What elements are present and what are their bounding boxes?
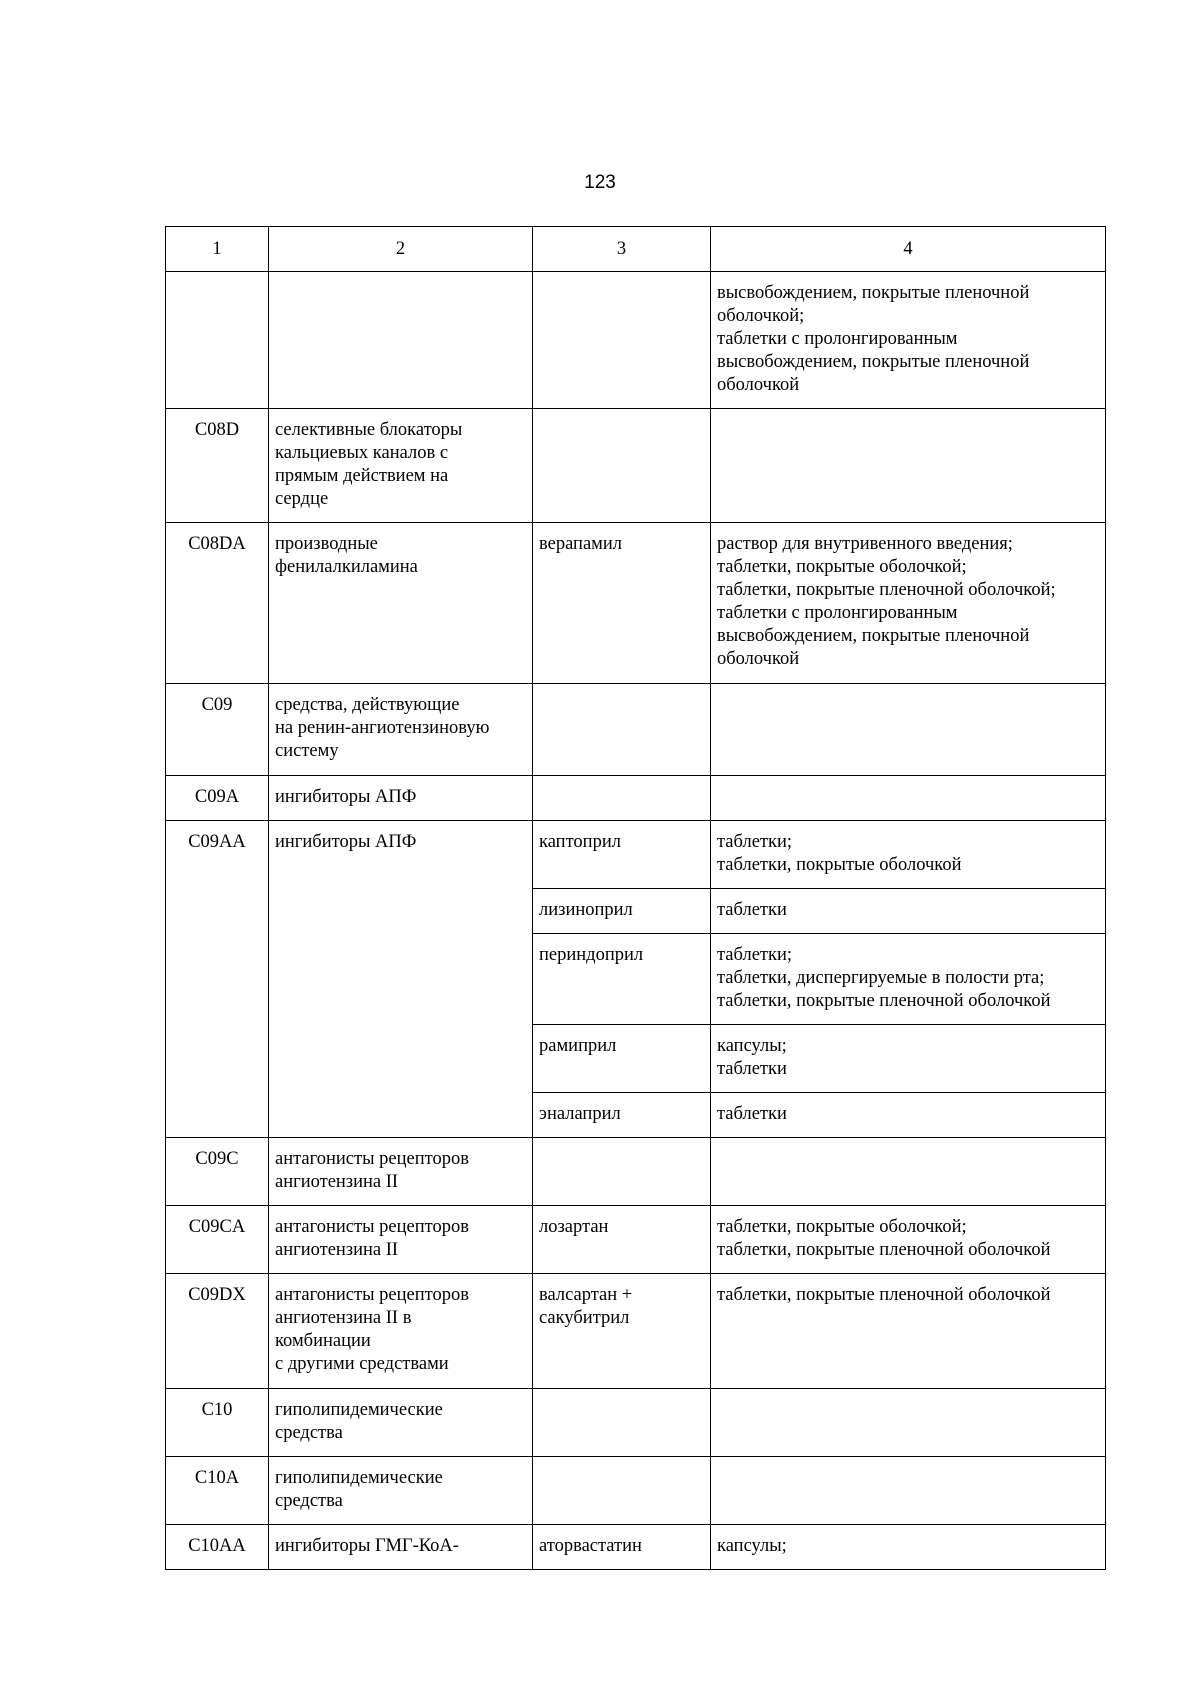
table-row [166, 409, 1106, 523]
form-cell: таблетки, покрытые пленочной оболочкой [711, 1274, 1106, 1389]
drug-cell: лизиноприл [533, 889, 711, 934]
form-cell: таблетки; таблетки, диспергируемые в полости рта; таблетки, покрытые пленочной оболочкой [711, 934, 1106, 1025]
header-cell: 2 [269, 227, 533, 272]
drug-cell [533, 1389, 711, 1457]
drug-cell: верапамил [533, 523, 711, 684]
table-header-row [166, 227, 1106, 272]
atc-code-cell: C09DX [166, 1274, 269, 1389]
drug-cell: лозартан [533, 1206, 711, 1274]
form-cell: таблетки [711, 1093, 1106, 1138]
header-cell: 1 [166, 227, 269, 272]
table-row [166, 1389, 1106, 1457]
form-cell: раствор для внутривенного введения; таблетки, покрытые оболочкой; таблетки, покрытые пленочной оболочкой; таблетки с пролонгированным высвобождением, покрытые пленочной оболочкой [711, 523, 1106, 684]
table-row [166, 1274, 1106, 1389]
form-cell [711, 409, 1106, 523]
table-row [166, 272, 1106, 409]
drug-cell: рамиприл [533, 1025, 711, 1093]
group-cell: средства, действующие на ренин-ангиотензиновую систему [269, 684, 533, 776]
form-cell: таблетки [711, 889, 1106, 934]
atc-code-cell: C08D [166, 409, 269, 523]
form-cell: таблетки; таблетки, покрытые оболочкой [711, 821, 1106, 889]
group-cell: антагонисты рецепторов ангиотензина II [269, 1206, 533, 1274]
drug-cell: периндоприл [533, 934, 711, 1025]
atc-code-cell: C09C [166, 1138, 269, 1206]
drug-cell: аторвастатин [533, 1525, 711, 1570]
drug-cell [533, 1457, 711, 1525]
group-cell: антагонисты рецепторов ангиотензина II в комбинации с другими средствами [269, 1274, 533, 1389]
drug-cell [533, 409, 711, 523]
table-row [166, 1138, 1106, 1206]
form-cell: капсулы; таблетки [711, 1025, 1106, 1093]
form-cell [711, 1389, 1106, 1457]
table-row [166, 523, 1106, 684]
header-cell: 4 [711, 227, 1106, 272]
form-cell: высвобождением, покрытые пленочной оболочкой; таблетки с пролонгированным высвобождением, покрытые пленочной оболочкой [711, 272, 1106, 409]
group-cell [269, 272, 533, 409]
atc-code-cell: C08DA [166, 523, 269, 684]
drug-table [165, 226, 1106, 1570]
drug-cell: каптоприл [533, 821, 711, 889]
drug-cell [533, 272, 711, 409]
form-cell: таблетки, покрытые оболочкой; таблетки, покрытые пленочной оболочкой [711, 1206, 1106, 1274]
table-row [166, 1525, 1106, 1570]
drug-cell [533, 684, 711, 776]
form-cell [711, 1138, 1106, 1206]
table-row [166, 776, 1106, 821]
group-cell: селективные блокаторы кальциевых каналов с прямым действием на сердце [269, 409, 533, 523]
drug-cell [533, 1138, 711, 1206]
atc-code-cell: C10 [166, 1389, 269, 1457]
group-cell: ингибиторы АПФ [269, 776, 533, 821]
table-row [166, 684, 1106, 776]
header-cell: 3 [533, 227, 711, 272]
drug-cell: валсартан + сакубитрил [533, 1274, 711, 1389]
group-cell: гиполипидемические средства [269, 1389, 533, 1457]
atc-code-cell: C09CA [166, 1206, 269, 1274]
form-cell: капсулы; [711, 1525, 1106, 1570]
table-row [166, 821, 1106, 889]
form-cell [711, 776, 1106, 821]
atc-code-cell: C10A [166, 1457, 269, 1525]
form-cell [711, 684, 1106, 776]
group-cell: антагонисты рецепторов ангиотензина II [269, 1138, 533, 1206]
atc-code-cell: C09A [166, 776, 269, 821]
group-cell: ингибиторы АПФ [269, 821, 533, 1138]
atc-code-cell: C09 [166, 684, 269, 776]
table-row [166, 1457, 1106, 1525]
group-cell: гиполипидемические средства [269, 1457, 533, 1525]
form-cell [711, 1457, 1106, 1525]
drug-cell: эналаприл [533, 1093, 711, 1138]
atc-code-cell [166, 272, 269, 409]
page-number: 123 [584, 172, 616, 193]
drug-cell [533, 776, 711, 821]
table-row [166, 1206, 1106, 1274]
group-cell: ингибиторы ГМГ-КоА- [269, 1525, 533, 1570]
atc-code-cell: C10AA [166, 1525, 269, 1570]
atc-code-cell: C09AA [166, 821, 269, 1138]
group-cell: производные фенилалкиламина [269, 523, 533, 684]
